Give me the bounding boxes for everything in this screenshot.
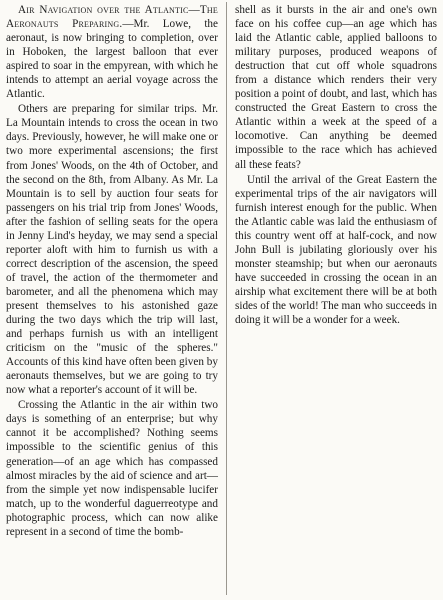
article-headline: Air Navigation over the Atlantic—The Aeronauts Preparing. xyxy=(6,4,218,31)
article-paragraph-1-text: —Mr. Lowe, the aeronaut, is now bringing to completion, over in Hoboken, the largest balloon that ever aspired to soar in the empyrean, with which he intends to attempt an aerial voyage across the Atlantic. xyxy=(6,18,218,101)
article-paragraph-2: Others are preparing for similar trips. Mr. La Mountain intends to cross the ocean in two days. Previously, however, he will make one or two more experimental ascensions; the first from Jones' Woods, on the 4th of October, and the second on the 8th, from Albany. As Mr. La Mountain is to sell by auction four seats for passengers on his trial trip from Jones' Woods, after the fashion of selling seats for the opera in Jenny Lind's heyday, we may send a special reporter aloft with him to furnish us with a correct description of the ascension, the speed of travel, the action of the thermometer and barometer, and all the phenomena which may present themselves to his astonished gaze during the two days which the trip will last, and perhaps furnish us with an intelligent criticism on the "music of the spheres." Accounts of this kind have often been given by aeronauts themselves, but we are going to try now what a reporter's account of it will be. xyxy=(6,103,218,397)
left-column xyxy=(6,3,218,539)
article-paragraph-3: Crossing the Atlantic in the air within two days is something of an enterprise; but why cannot it be accomplished? Nothing seems impossible to the scientific genius of this generation—of an age which has compassed almost miracles by the aid of science and art—from the simple yet now indispensable lucifer match, up to the wonderful daguerreotype and photographic process, which can now alike represent in a second of time the bomb- xyxy=(6,399,218,538)
article-paragraph-4: shell as it bursts in the air and one's own face on his coffee cup—an age which has laid the Atlantic cable, applied balloons to military purposes, produced weapons of destruction that cut off whole squadrons from a distance which renders their very position a point of doubt, and last, which has constructed the Great Eastern to cross the Atlantic within a week at the speed of a locomotive. Can anything be deemed impossible to the race which has achieved all these feats? xyxy=(235,4,437,171)
right-column xyxy=(235,3,437,327)
column-divider xyxy=(226,2,227,595)
article-paragraph-5: Until the arrival of the Great Eastern the experimental trips of the air navigators will furnish interest enough for the public. When the Atlantic cable was laid the enthusiasm of this country went off at half-cock, and now John Bull is jubilating gloriously over his monster steamship; but when our aeronauts have succeeded in crossing the ocean in an airship what excitement there will be at both sides of the world! The man who succeeds in doing it will be a wonder for a week. xyxy=(235,173,437,327)
article-paragraph-1 xyxy=(6,3,218,101)
